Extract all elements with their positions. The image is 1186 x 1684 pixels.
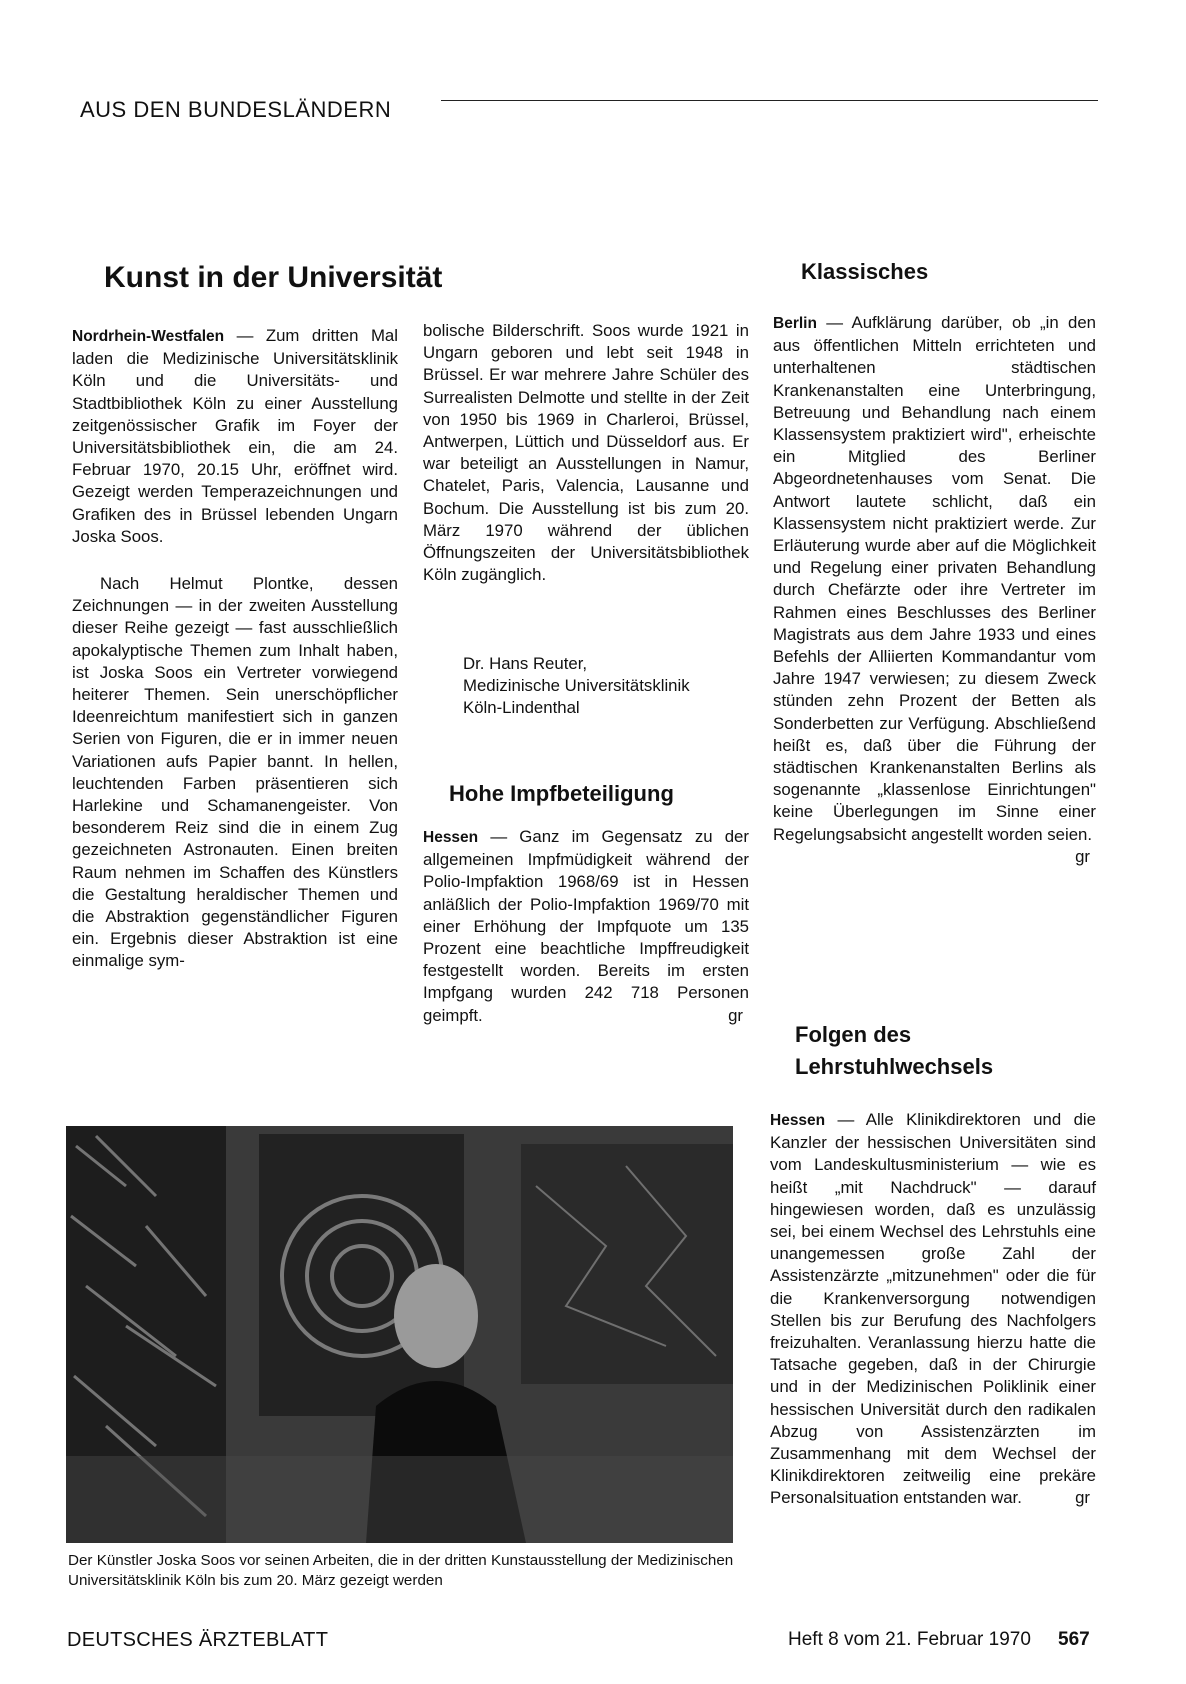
- folgen-article-title: [795, 1019, 1025, 1083]
- impf-article-sign: gr: [728, 1005, 743, 1025]
- klass-article-body: [773, 312, 1096, 868]
- main-article-signature: [423, 653, 749, 720]
- artist-photo-illustration: [66, 1126, 733, 1543]
- signature-line-3: Köln-Lindenthal: [463, 698, 580, 718]
- folgen-article-text: — Alle Klinikdirektoren und die Kanzler der hessischen Universitäten sind vom Landeskultusministerium — wie es heißt „mit Nachdruck" — darauf hingewiesen worden, daß es unzulässig sei, bei einem Wechsel des Lehrstuhls eine unangemessen große Zahl der Assistenzärzte „mitzunehmen" oder die für die Krankenversorgung notwendigen Stellen bis zur Berufung des Nachfolgers freizuhalten. Veranlassung hierzu hatte die Tatsache gegeben, daß in der Chirurgie und in der Medizinischen Poliklinik einer hessischen Universität durch den radikalen Abzug von Assistenzärzten im Zusammenhang mit dem Wechsel der Klinikdirektoren zeitweilig eine prekäre Personalsituation entstanden war.: [770, 1110, 1096, 1508]
- folgen-article-paragraph: [770, 1109, 1096, 1510]
- klass-article-text: — Aufklärung darüber, ob „in den aus öffentlichen Mitteln errichteten und unterhaltenen städtischen Krankenanstalten eine Unterbringung, Betreuung und Behandlung nach einem Klassensystem praktiziert wird", erheischte ein Mitglied des Berliner Abgeordnetenhauses vom Senat. Die Antwort lautete schlicht, daß ein Klassensystem nicht praktiziert werde. Zur Erläuterung wurde aber auf die Möglichkeit und Regelung einer privaten Behandlung durch Chefärzte oder ihre Vertreter im Rahmen eines Beschlusses des Berliner Magistrats aus dem Jahre 1933 und eines Befehls der Alliierten Kommandantur vom Jahre 1947 verwiesen; zu diesem Zweck stünden zehn Prozent der Betten als Sonderbetten zur Verfügung. Abschließend heißt es, daß über die Führung der städtischen Krankenanstalten Berlins als sogenannte „klassenlose Einrichtungen" keine Überlegungen im Sinne einer Regelungsabsicht angestellt worden seien.: [773, 313, 1096, 844]
- main-article-p2-continued: [423, 320, 749, 631]
- klass-article-sign: gr: [1075, 846, 1090, 866]
- folgen-article-body: [770, 1109, 1096, 1510]
- klass-article-title: Klassisches: [801, 259, 929, 284]
- main-article-title: Kunst in der Universität: [104, 261, 443, 294]
- section-header: AUS DEN BUNDESLÄNDERN: [80, 97, 392, 122]
- header-rule: [441, 100, 1098, 101]
- main-article-p1: — Zum dritten Mal laden die Medizinische Universitätsklinik Köln und die Universitäts- und Stadtbibliothek Köln zu einer Ausstellung zeitgenössischer Grafik im Foyer der Universitätsbibliothek ein, die am 24. Februar 1970, 20.15 Uhr, eröffnet wird. Gezeigt werden Temperazeichnungen und Grafiken des in Brüssel lebenden Ungarn Joska Soos.: [72, 326, 398, 546]
- main-article-lead: Nordrhein-Westfalen: [72, 328, 225, 345]
- klass-article-lead: Berlin: [773, 315, 817, 332]
- impf-article-lead: Hessen: [423, 829, 479, 846]
- folgen-article-title-text: Folgen des Lehrstuhlwechsels: [795, 1022, 994, 1079]
- journal-name: DEUTSCHES ÄRZTEBLATT: [67, 1629, 329, 1651]
- main-article-column-1b: [72, 573, 398, 1071]
- folgen-article-lead: Hessen: [770, 1112, 826, 1129]
- main-article-column-2: [423, 320, 749, 720]
- issue-info: Heft 8 vom 21. Februar 1970: [788, 1629, 1031, 1650]
- main-article-paragraph-1: [72, 325, 398, 548]
- impf-article-text: — Ganz im Gegensatz zu der allgemeinen Impfmüdigkeit während der Polio-Impfaktion 1968/69 ist in Hessen anläßlich der Polio-Impfaktion 1969/70 mit einer Erhöhung der Impfquote um 135 Prozent eine beachtliche Impffreudigkeit festgestellt worden. Bereits im ersten Impfgang wurden 242 718 Personen geimpft.: [423, 827, 749, 1025]
- photo-caption: Der Künstler Joska Soos vor seinen Arbeiten, die in der dritten Kunstausstellung der Medizinischen Universitätsklinik Köln bis zum 20. März gezeigt werden: [68, 1552, 734, 1589]
- main-article-p2-tail: bolische Bilderschrift. Soos wurde 1921 in Ungarn geboren und lebt seit 1948 in Brüssel. Er war mehrere Jahre Schüler des Surrealisten Delmotte und stellte in der Zeit von 1950 bis 1969 in Charleroi, Brüssel, Antwerpen, Lüttich und Düsseldorf aus. Er war beteiligt an Ausstellungen in Namur, Chatelet, Paris, Valencia, Lausanne und Bochum. Die Ausstellung ist bis zum 20. März 1970 während der üblichen Öffnungszeiten der Universitätsbibliothek Köln zugänglich.: [423, 321, 749, 585]
- folgen-article-sign: gr: [1075, 1488, 1090, 1508]
- artist-photo: [66, 1126, 733, 1543]
- impf-article-title: Hohe Impfbeteiligung: [449, 781, 674, 806]
- signature-line-2: Medizinische Universitätsklinik: [463, 676, 690, 696]
- klass-article-paragraph: [773, 312, 1096, 866]
- impf-article-paragraph: [423, 826, 749, 1027]
- impf-article-body: [423, 826, 749, 1027]
- main-article-column-1: [72, 325, 398, 548]
- signature-line-1: Dr. Hans Reuter,: [463, 654, 588, 673]
- main-article-p2: Nach Helmut Plontke, dessen Zeichnungen — in der zweiten Ausstellung dieser Reihe gezeigt — fast ausschließlich apokalyptische Themen zum Inhalt haben, ist Joska Soos ein Vertreter vorwiegend heiterer Themen. Sein unerschöpflicher Ideenreichtum manifestiert sich in ganzen Serien von Figuren, die er in immer neuen Variationen aufs Papier bannt. In hellen, leuchtenden Farben präsentieren sich Harlekine und Schamanengeister. Von besonderem Reiz sind die in einem Zug gezeichneten Astronauten. Einen breiten Raum nehmen im Schaffen des Künstlers die Gestaltung heraldischer Themen und die Abstraktion gegenständlicher Figuren ein. Ergebnis dieser Abstraktion ist eine einmalige sym-: [72, 574, 398, 971]
- page-number: 567: [1058, 1629, 1090, 1650]
